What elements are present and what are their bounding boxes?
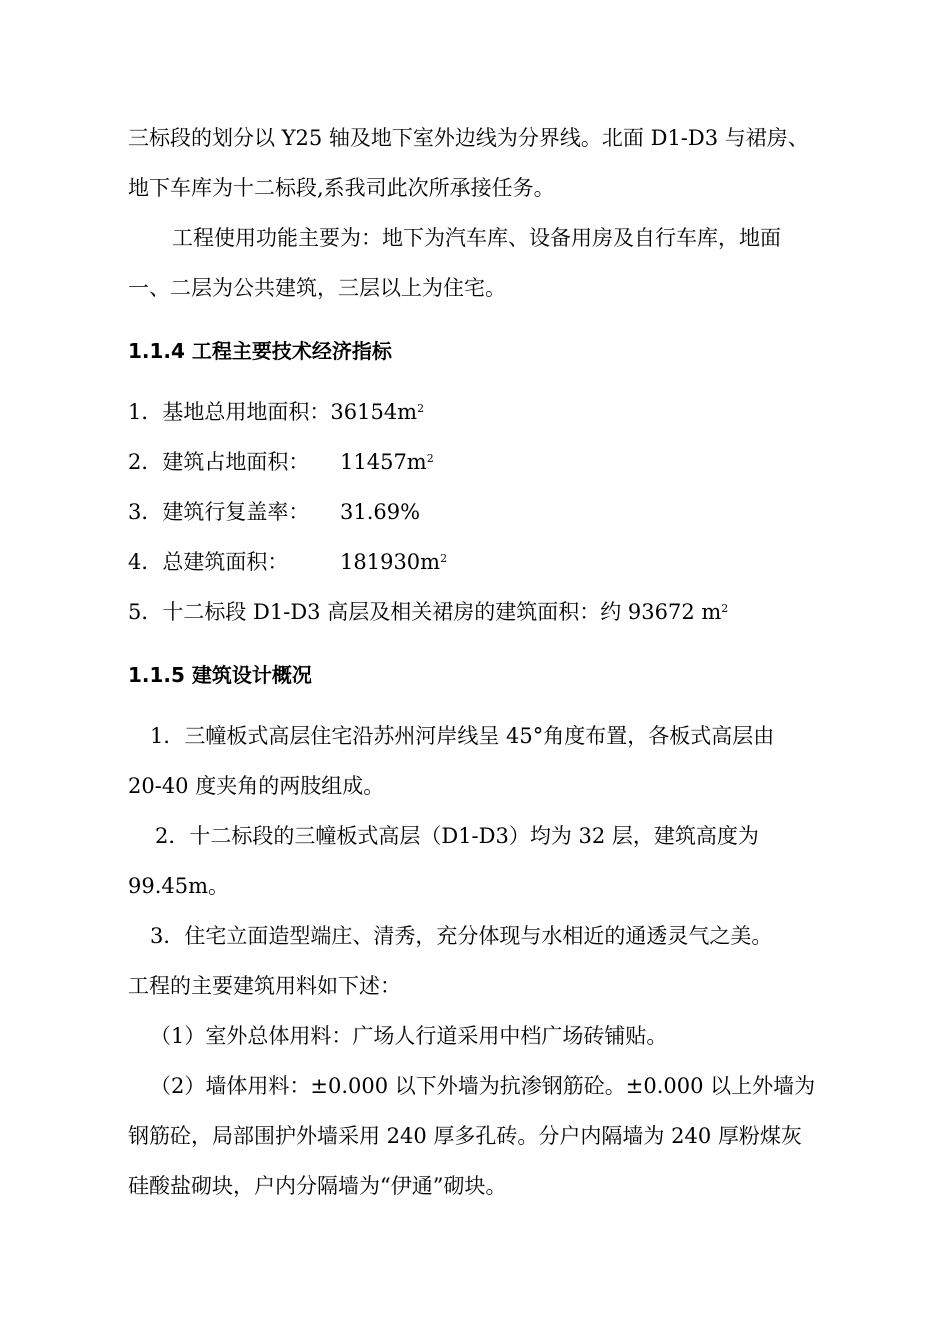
indicator-value: 36154m xyxy=(330,400,418,424)
design1-line1: 1．三幢板式高层住宅沿苏州河岸线呈 45°角度布置，各板式高层由 xyxy=(150,724,775,748)
material2-line2: 钢筋砼，局部围护外墙采用 240 厚多孔砖。分户内隔墙为 240 厚粉煤灰 xyxy=(128,1124,802,1148)
para1-line1: 三标段的划分以 Y25 轴及地下室外边线为分界线。北面 D1-D3 与裙房、 xyxy=(128,126,809,150)
indicator-label: 1．基地总用地面积： xyxy=(128,400,331,424)
indicator-row-5 xyxy=(128,598,728,626)
indicator-row-3 xyxy=(128,498,420,526)
indicator-label: 3．建筑行复盖率： xyxy=(128,500,310,524)
indicator-superscript: 2 xyxy=(440,552,448,565)
indicator-superscript: 2 xyxy=(417,402,425,415)
indicator-label: 2．建筑占地面积： xyxy=(128,450,310,474)
indicator-superscript: 2 xyxy=(426,452,434,465)
para1-line2: 地下车库为十二标段,系我司此次所承接任务。 xyxy=(128,176,555,200)
para2-line2: 一、二层为公共建筑，三层以上为住宅。 xyxy=(128,276,506,300)
section-heading-1-1-4: 1.1.4 工程主要技术经济指标 xyxy=(128,339,392,363)
design3-line1: 3．住宅立面造型端庄、清秀，充分体现与水相近的通透灵气之美。 xyxy=(150,924,773,948)
indicator-row-4 xyxy=(128,548,447,576)
material2-line1: （2）墙体用料：±0.000 以下外墙为抗渗钢筋砼。±0.000 以上外墙为 xyxy=(150,1074,816,1098)
material1-line: （1）室外总体用料：广场人行道采用中档广场砖铺贴。 xyxy=(150,1024,668,1048)
indicator-superscript: 2 xyxy=(721,602,729,615)
design1-line2: 20-40 度夹角的两肢组成。 xyxy=(128,774,385,798)
design2-line2: 99.45m。 xyxy=(128,874,230,898)
material2-line3: 硅酸盐砌块，户内分隔墙为“伊通”砌块。 xyxy=(128,1174,507,1198)
indicator-label: 4．总建筑面积： xyxy=(128,550,289,574)
para2-line1: 工程使用功能主要为：地下为汽车库、设备用房及自行车库，地面 xyxy=(172,226,781,250)
indicator-value: 181930m xyxy=(340,550,441,574)
indicator-text: 5．十二标段 D1-D3 高层及相关裙房的建筑面积：约 93672 m xyxy=(128,600,722,624)
section-heading-1-1-5: 1.1.5 建筑设计概况 xyxy=(128,663,312,687)
indicator-value: 31.69% xyxy=(340,500,421,524)
indicator-row-2 xyxy=(128,448,434,476)
design2-line1: 2．十二标段的三幢板式高层（D1-D3）均为 32 层，建筑高度为 xyxy=(155,824,759,848)
indicator-value: 11457m xyxy=(340,450,427,474)
design3-line2: 工程的主要建筑用料如下述： xyxy=(128,974,401,998)
indicator-row-1 xyxy=(128,398,424,426)
